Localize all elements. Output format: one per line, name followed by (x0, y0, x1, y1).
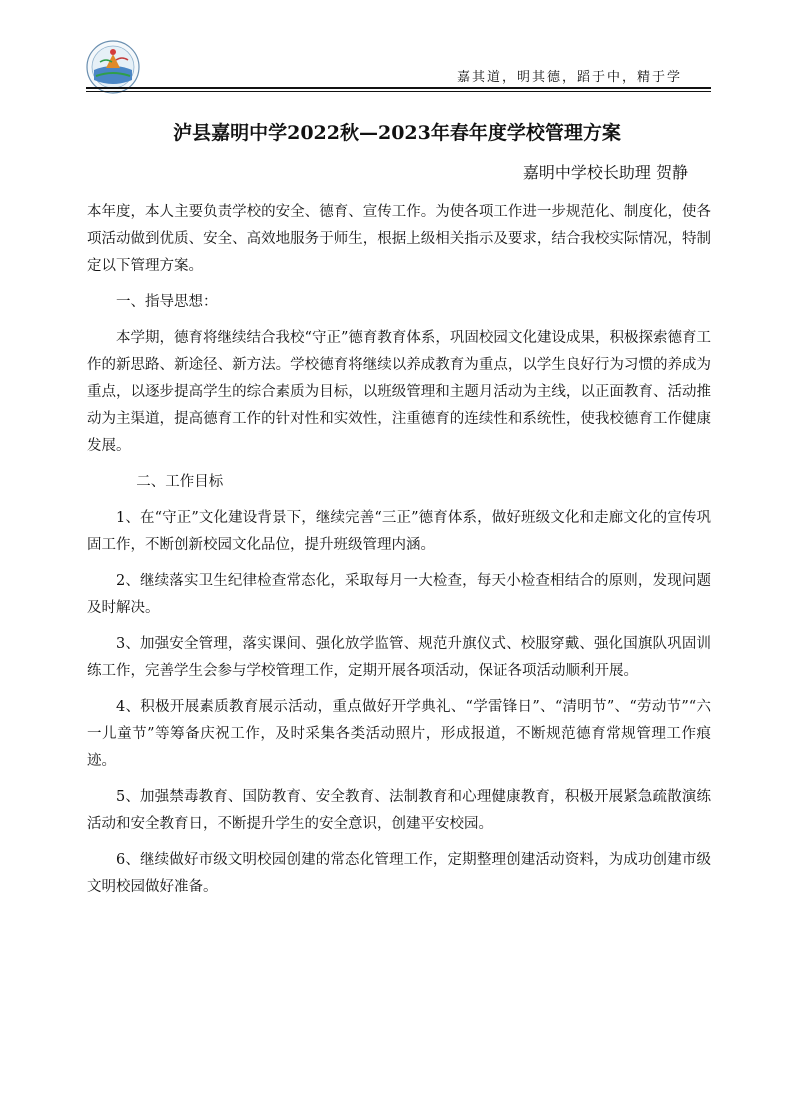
document-title: 泸县嘉明中学2022秋—2023年春年度学校管理方案 (173, 122, 621, 144)
goal-item: 5、加强禁毒教育、国防教育、安全教育、法制教育和心理健康教育，积极开展紧急疏散演练活动和安全教育日，不断提升学生的安全意识，创建平安校园。 (87, 789, 711, 832)
school-motto: 嘉其道，明其德，蹈于中，精于学 (456, 70, 682, 85)
school-emblem-icon (86, 40, 140, 94)
header-divider-thin (86, 91, 711, 92)
intro-paragraph: 本年度，本人主要负责学校的安全、德育、宣传工作。为使各项工作进一步规范化、制度化，使各项活动做到优质、安全、高效地服务于师生，根据上级相关指示及要求，结合我校实际情况，特制定以下管理方案。 (87, 204, 711, 274)
goal-item: 6、继续做好市级文明校园创建的常态化管理工作，定期整理创建活动资料，为成功创建市级文明校园做好准备。 (87, 852, 711, 895)
guiding-ideas-paragraph: 本学期，德育将继续结合我校“守正”德育教育体系，巩固校园文化建设成果，积极探索德育工作的新思路、新途径、新方法。学校德育将继续以养成教育为重点，以学生良好行为习惯的养成为重点，以逐步提高学生的综合素质为目标，以班级管理和主题月活动为主线，以正面教育、活动推动为主渠道，提高德育工作的针对性和实效性，注重德育的连续性和系统性，使我校德育工作健康发展。 (87, 330, 711, 454)
section-heading-guiding-ideas: 一、指导思想： (116, 294, 218, 310)
goal-item: 2、继续落实卫生纪律检查常态化，采取每月一大检查，每天小检查相结合的原则，发现问题及时解决。 (87, 573, 711, 616)
goal-item: 3、加强安全管理，落实课间、强化放学监管、规范升旗仪式、校服穿戴、强化国旗队巩固训练工作，完善学生会参与学校管理工作，定期开展各项活动，保证各项活动顺利开展。 (87, 636, 711, 679)
document-body (87, 199, 711, 910)
section-heading-work-goals: 二、工作目标 (136, 474, 224, 490)
goal-item: 4、积极开展素质教育展示活动，重点做好开学典礼、“学雷锋日”、“清明节”、“劳动节”“六一儿童节”等筹备庆祝工作，及时采集各类活动照片，形成报道，不断规范德育常规管理工作痕迹。 (87, 699, 711, 769)
document-author: 嘉明中学校长助理 贺静 (522, 163, 688, 182)
header-divider (86, 87, 711, 89)
goal-item: 1、在“守正”文化建设背景下，继续完善“三正”德育体系，做好班级文化和走廊文化的宣传巩固工作，不断创新校园文化品位，提升班级管理内涵。 (87, 510, 711, 553)
